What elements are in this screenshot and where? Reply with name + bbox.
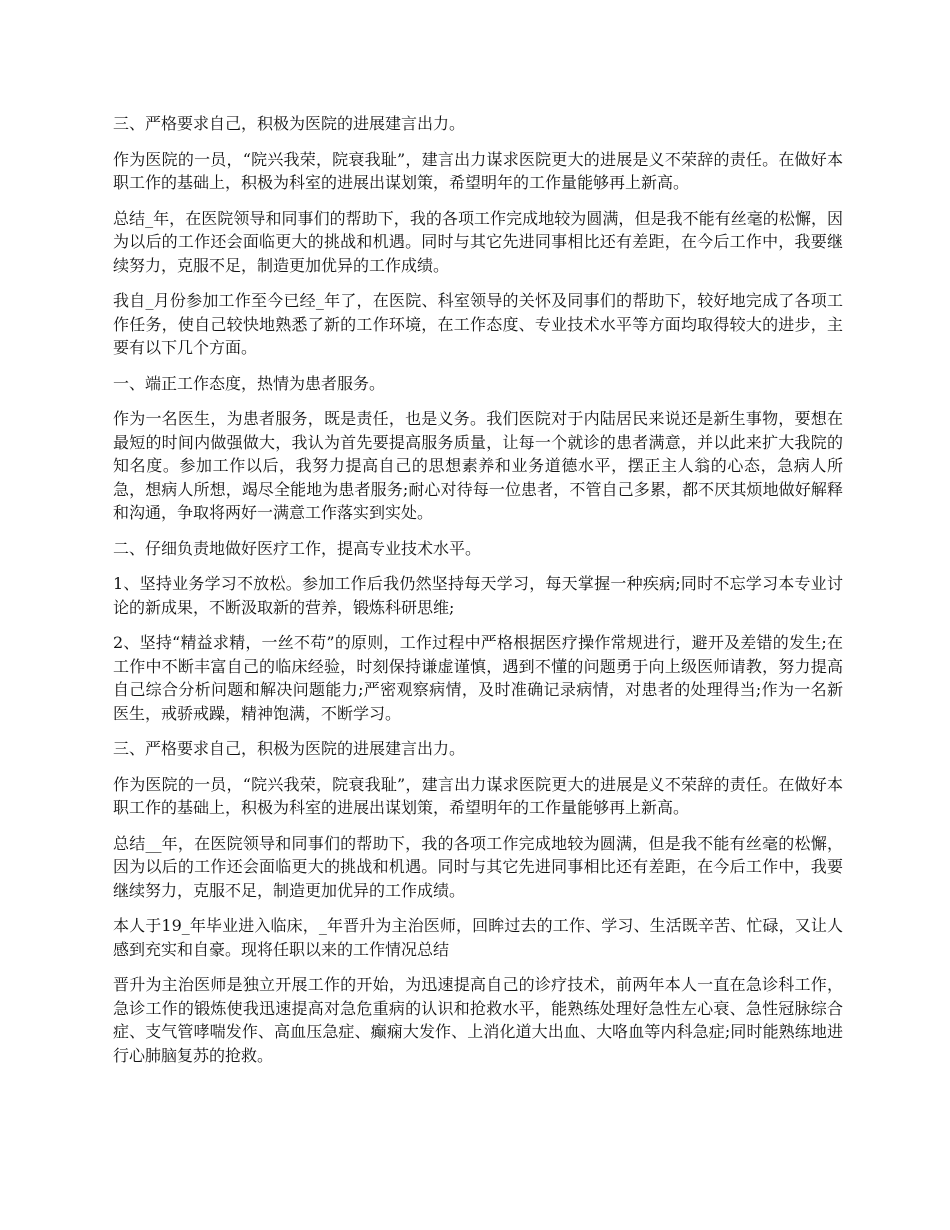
document-page bbox=[113, 112, 843, 1079]
paragraph-heading-1: 一、端正工作态度，热情为患者服务。 bbox=[113, 373, 386, 393]
paragraph: 作为医院的一员，“院兴我荣，院衰我耻”，建言出力谋求医院更大的进展是义不荣辞的责任。在做好本职工作的基础上，积极为科室的进展出谋划策，希望明年的工作量能够再上新高。 bbox=[113, 774, 843, 817]
paragraph: 作为医院的一员，“院兴我荣，院衰我耻”，建言出力谋求医院更大的进展是义不荣辞的责任。在做好本职工作的基础上，积极为科室的进展出谋划策，希望明年的工作量能够再上新高。 bbox=[113, 149, 843, 192]
paragraph-item-1: 1、坚持业务学习不放松。参加工作后我仍然坚持每天学习，每天掌握一种疾病;同时不忘学习本专业讨论的新成果，不断汲取新的营养，锻炼科研思维; bbox=[113, 574, 843, 617]
paragraph-item-2: 2、坚持“精益求精，一丝不苟”的原则，工作过程中严格根据医疗操作常规进行，避开及差错的发生;在工作中不断丰富自己的临床经验，时刻保持谦虚谨慎，遇到不懂的问题勇于向上级医师请教，努力提高自己综合分析问题和解决问题能力;严密观察病情，及时准确记录病情，对患者的处理得当;作为一名新医生，戒骄戒躁，精神饱满，不断学习。 bbox=[113, 633, 843, 723]
paragraph: 总结_年，在医院领导和同事们的帮助下，我的各项工作完成地较为圆满，但是我不能有丝毫的松懈，因为以后的工作还会面临更大的挑战和机遇。同时与其它先进同事相比还有差距，在今后工作中，我要继续努力，克服不足，制造更加优异的工作成绩。 bbox=[113, 208, 843, 275]
paragraph: 作为一名医生，为患者服务，既是责任，也是义务。我们医院对于内陆居民来说还是新生事物，要想在最短的时间内做强做大，我认为首先要提高服务质量，让每一个就诊的患者满意，并以此来扩大我院的知名度。参加工作以后，我努力提高自己的思想素养和业务道德水平，摆正主人翁的心态，急病人所急，想病人所想，竭尽全能地为患者服务;耐心对待每一位患者，不管自己多累，都不厌其烦地做好解释和沟通，争取将两好一满意工作落实到实处。 bbox=[113, 409, 843, 522]
paragraph-heading-3: 三、严格要求自己，积极为医院的进展建言出力。 bbox=[113, 739, 466, 758]
paragraph-heading-2: 二、仔细负责地做好医疗工作，提高专业技术水平。 bbox=[113, 538, 482, 558]
paragraph: 晋升为主治医师是独立开展工作的开始，为迅速提高自己的诊疗技术，前两年本人一直在急诊科工作，急诊工作的锻炼使我迅速提高对急危重病的认识和抢救水平，能熟练处理好急性左心衰、急性冠脉综合症、支气管哮喘发作、高血压急症、癫痫大发作、上消化道大出血、大咯血等内科急症;同时能熟练地进行心肺脑复苏的抢救。 bbox=[113, 975, 843, 1065]
paragraph: 总结__年，在医院领导和同事们的帮助下，我的各项工作完成地较为圆满，但是我不能有丝毫的松懈，因为以后的工作还会面临更大的挑战和机遇。同时与其它先进同事相比还有差距，在今后工作中，我要继续努力，克服不足，制造更加优异的工作成绩。 bbox=[113, 833, 843, 900]
paragraph: 我自_月份参加工作至今已经_年了，在医院、科室领导的关怀及同事们的帮助下，较好地完成了各项工作任务，使自己较快地熟悉了新的工作环境，在工作态度、专业技术水平等方面均取得较大的进步，主要有以下几个方面。 bbox=[113, 291, 843, 357]
paragraph: 本人于19_年毕业进入临床，_年晋升为主治医师，回眸过去的工作、学习、生活既辛苦、忙碌，又让人感到充实和自豪。现将任职以来的工作情况总结 bbox=[113, 916, 843, 959]
paragraph-heading-3: 三、严格要求自己，积极为医院的进展建言出力。 bbox=[113, 114, 466, 133]
